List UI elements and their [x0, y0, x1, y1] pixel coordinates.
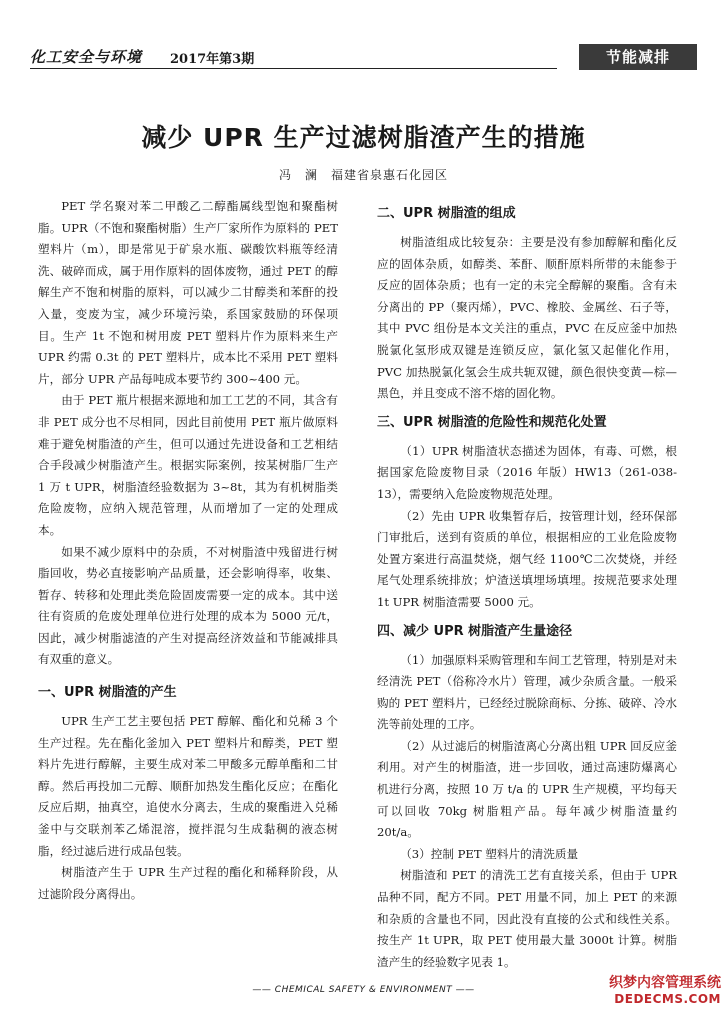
- section-heading: 二、UPR 树脂渣的组成: [377, 206, 516, 221]
- watermark: [609, 975, 721, 1007]
- section-heading: 四、减少 UPR 树脂渣产生量途径: [377, 623, 573, 639]
- right-column: [377, 196, 677, 969]
- paragraph: 由于 PET 瓶片根据来源地和加工工艺的不同，其含有非 PET 成分也不尽相同，因此目前使用 PET 瓶片做原料难于避免树脂渣的产生，但可以通过先进设备和工艺相结合手段减少树脂渣产生。根据实际案例，按某树脂厂生产 1 万 t UPR，树脂渣经验数据为 3~8t，其为有机树脂类危险废物，应纳入规范管理，从而增加了一定的处理成本。: [38, 393, 338, 537]
- paragraph: UPR 生产工艺主要包括 PET 醇解、酯化和兑稀 3 个生产过程。先在酯化釜加入 PET 塑料片和醇类，PET 塑料片先进行醇解，主要生成对苯二甲酸多元醇单酯和二甘醇。然后再投加二元醇、顺酐加热发生酯化反应；在酯化反应后期，抽真空，追使水分离去，生成的聚酯进入兑稀釜中与交联剂苯乙烯混溶，搅拌混匀生成黏稠的液态树脂，经过滤后进行成品包装。: [38, 714, 338, 858]
- paragraph: （2）先由 UPR 收集暂存后，按管理计划，经环保部门审批后，送到有资质的单位，根据相应的工业危险废物处置方案进行高温焚烧，烟气经 1100℃二次焚烧，并经尾气处理系统排放；炉渣送填埋场填埋。按规范要求处理 1t UPR 树脂渣需要 5000 元。: [377, 508, 677, 609]
- paragraph: 树脂渣产生于 UPR 生产过程的酯化和稀释阶段，从过滤阶段分离得出。: [38, 865, 338, 901]
- paragraph: （1）UPR 树脂渣状态描述为固体，有毒、可燃，根据国家危险废物目录（2016 年版）HW13（261-038-13），需要纳入危险废物规范处理。: [377, 443, 677, 501]
- left-column: [38, 196, 338, 964]
- page-footer: —— CHEMICAL SAFETY & ENVIRONMENT ——: [252, 985, 475, 995]
- paragraph: （2）从过滤后的树脂渣离心分离出粗 UPR 回反应釜利用。对产生的树脂渣，进一步回收，通过高速防爆离心机进行分离，按照 10 万 t/a 的 UPR 生产规模，平均每天可以回收 70kg 树脂粗产品。每年减少树脂渣量约 20t/a。: [377, 738, 677, 840]
- article-title: 减少 UPR 生产过滤树脂渣产生的措施: [141, 123, 586, 152]
- paragraph: PET 学名聚对苯二甲酸乙二醇酯属线型饱和聚酯树脂。UPR（不饱和聚酯树脂）生产厂家所作为原料的 PET 塑料片（m），即是常见于矿泉水瓶、碳酸饮料瓶等经清洗、破碎而成，属于用作原料的固体废物，通过 PET 的醇解生产不饱和树脂的原料，可以减少二甘醇类和苯酐的投入量，变废为宝，减少环境污染，系国家鼓励的环保项目。生产 1t 不饱和树用废 PET 塑料片作为原料来生产 UPR 约需 0.3t 的 PET 塑料片，成本比不采用 PET 塑料片，部分 UPR 产品每吨成本要节约 300~400 元。: [38, 199, 338, 386]
- article-byline: 冯 澜 福建省泉惠石化园区: [278, 168, 448, 182]
- paragraph: 树脂渣和 PET 的清洗工艺有直接关系，但由于 UPR 品种不同，配方不同。PET 用量不同，加上 PET 的来源和杂质的含量也不同，因此没有直接的公式和线性关系。按生产 1t UPR，取 PET 使用最大量 3000t 计算。树脂渣产生的经验数字见表 1。: [377, 868, 677, 969]
- paragraph: 树脂渣组成比较复杂：主要是没有参加醇解和酯化反应的固体杂质，如醇类、苯酐、顺酐原料所带的未能参于反应的固体杂质；也有一定的未完全醇解的聚酯。含有未分离出的 PP（聚丙烯），PVC、橡胶、金属丝、石子等，其中 PVC 组份是本文关注的重点，PVC 在反应釜中加热脱氯化氢形成双键是连锁反应，氯化氢又起催化作用，PVC 加热脱氯化氢会生成共轭双键，颜色很快变黄—棕—黑色，并且变成不溶不熔的固化物。: [377, 235, 677, 401]
- watermark-line: 织梦内容管理系统: [609, 975, 721, 991]
- section-heading: 三、UPR 树脂渣的危险性和规范化处置: [377, 414, 607, 430]
- header-rule: [30, 68, 557, 69]
- watermark-url: DEDECMS.COM: [614, 992, 721, 1006]
- issue-number: 2017年第3期: [170, 52, 255, 67]
- page-header: [30, 44, 697, 74]
- journal-name: 化工安全与环境: [30, 48, 143, 66]
- section-heading: 一、UPR 树脂渣的产生: [38, 685, 177, 701]
- section-tag: 节能减排: [579, 44, 697, 70]
- paragraph: 如果不减少原料中的杂质，不对树脂渣中残留进行树脂回收，势必直接影响产品质量，还会影响得率，收集、暂存、转移和处理此类危险固废需要一定的成本。其中送往有资质的危废处理单位进行处理的成本为 5000 元/t，因此，减少树脂滤渣的产生对提高经济效益和节能减排具有双重的意义。: [38, 544, 338, 667]
- paragraph: （3）控制 PET 塑料片的清洗质量: [400, 846, 579, 861]
- paragraph: （1）加强原料采购管理和车间工艺管理，特别是对未经清洗 PET（俗称冷水片）管理，减少杂质含量。一般采购的 PET 塑料片，已经经过脱除商标、分拣、破碎、冷水洗等前处理的工序。: [377, 652, 677, 732]
